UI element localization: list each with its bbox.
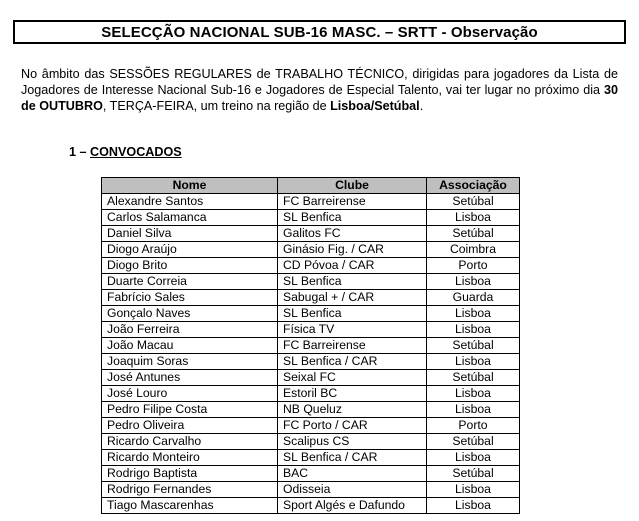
cell-clube: NB Queluz <box>278 402 427 418</box>
table-row <box>102 354 520 370</box>
cell-clube: Sport Algés e Dafundo <box>278 498 427 514</box>
table-row <box>102 226 520 242</box>
cell-associacao: Lisboa <box>427 354 520 370</box>
section-heading <box>69 145 182 159</box>
table-row <box>102 466 520 482</box>
cell-clube: Odisseia <box>278 482 427 498</box>
cell-nome: Fabrício Sales <box>102 290 278 306</box>
cell-nome: Joaquim Soras <box>102 354 278 370</box>
cell-nome: Rodrigo Fernandes <box>102 482 278 498</box>
table-row <box>102 370 520 386</box>
cell-clube: SL Benfica <box>278 306 427 322</box>
table-row <box>102 258 520 274</box>
table-row <box>102 194 520 210</box>
cell-nome: José Antunes <box>102 370 278 386</box>
cell-clube: FC Barreirense <box>278 338 427 354</box>
cell-associacao: Lisboa <box>427 498 520 514</box>
table-row <box>102 434 520 450</box>
intro-text-3: . <box>419 99 424 113</box>
cell-clube: FC Barreirense <box>278 194 427 210</box>
cell-associacao: Setúbal <box>427 338 520 354</box>
table-row <box>102 210 520 226</box>
table-row <box>102 338 520 354</box>
cell-associacao: Lisboa <box>427 274 520 290</box>
cell-associacao: Guarda <box>427 290 520 306</box>
convocados-table <box>101 177 520 514</box>
cell-clube: Estoril BC <box>278 386 427 402</box>
cell-clube: Sabugal + / CAR <box>278 290 427 306</box>
cell-nome: Ricardo Carvalho <box>102 434 278 450</box>
cell-nome: Gonçalo Naves <box>102 306 278 322</box>
section-label: CONVOCADOS <box>90 145 182 159</box>
table-row <box>102 450 520 466</box>
cell-clube: Seixal FC <box>278 370 427 386</box>
cell-nome: Tiago Mascarenhas <box>102 498 278 514</box>
table-row <box>102 418 520 434</box>
intro-text-2: , TERÇA-FEIRA, um treino na região de <box>102 99 331 113</box>
cell-clube: Galitos FC <box>278 226 427 242</box>
header-nome: Nome <box>102 178 278 194</box>
cell-associacao: Coimbra <box>427 242 520 258</box>
intro-paragraph <box>21 66 618 114</box>
cell-associacao: Porto <box>427 258 520 274</box>
table-row <box>102 306 520 322</box>
table-header-row <box>102 178 520 194</box>
cell-nome: João Macau <box>102 338 278 354</box>
cell-associacao: Lisboa <box>427 306 520 322</box>
cell-associacao: Lisboa <box>427 210 520 226</box>
header-clube: Clube <box>278 178 427 194</box>
intro-text-1: No âmbito das SESSÕES REGULARES de TRABALHO TÉCNICO, dirigidas para jogadores da Lista de Jogadores de Interesse Nacional Sub-16 e Jogadores de Especial Talento, vai ter lugar no próximo dia <box>21 67 618 97</box>
cell-nome: João Ferreira <box>102 322 278 338</box>
cell-clube: CD Póvoa / CAR <box>278 258 427 274</box>
cell-clube: SL Benfica / CAR <box>278 450 427 466</box>
cell-associacao: Setúbal <box>427 466 520 482</box>
cell-associacao: Setúbal <box>427 370 520 386</box>
cell-nome: Ricardo Monteiro <box>102 450 278 466</box>
cell-associacao: Setúbal <box>427 194 520 210</box>
cell-nome: Diogo Brito <box>102 258 278 274</box>
table-row <box>102 402 520 418</box>
table-row <box>102 242 520 258</box>
cell-nome: Rodrigo Baptista <box>102 466 278 482</box>
table-row <box>102 498 520 514</box>
cell-associacao: Setúbal <box>427 226 520 242</box>
cell-associacao: Lisboa <box>427 450 520 466</box>
cell-nome: Carlos Salamanca <box>102 210 278 226</box>
cell-associacao: Lisboa <box>427 482 520 498</box>
cell-nome: Diogo Araújo <box>102 242 278 258</box>
cell-associacao: Lisboa <box>427 402 520 418</box>
cell-nome: Pedro Oliveira <box>102 418 278 434</box>
section-number: 1 – <box>69 145 91 159</box>
cell-clube: BAC <box>278 466 427 482</box>
table-row <box>102 322 520 338</box>
cell-nome: Alexandre Santos <box>102 194 278 210</box>
cell-associacao: Porto <box>427 418 520 434</box>
cell-associacao: Lisboa <box>427 386 520 402</box>
cell-clube: Scalipus CS <box>278 434 427 450</box>
cell-clube: SL Benfica <box>278 210 427 226</box>
intro-date: 30 de OUTUBRO <box>21 83 618 113</box>
cell-clube: SL Benfica / CAR <box>278 354 427 370</box>
cell-associacao: Setúbal <box>427 434 520 450</box>
cell-associacao: Lisboa <box>427 322 520 338</box>
table-row <box>102 274 520 290</box>
cell-clube: Física TV <box>278 322 427 338</box>
table-row <box>102 290 520 306</box>
cell-nome: Daniel Silva <box>102 226 278 242</box>
cell-clube: FC Porto / CAR <box>278 418 427 434</box>
intro-region: Lisboa/Setúbal <box>330 99 420 113</box>
cell-nome: Duarte Correia <box>102 274 278 290</box>
cell-nome: Pedro Filipe Costa <box>102 402 278 418</box>
header-associacao: Associação <box>427 178 520 194</box>
table-row <box>102 386 520 402</box>
cell-clube: Ginásio Fig. / CAR <box>278 242 427 258</box>
title-text: SELECÇÃO NACIONAL SUB-16 MASC. – SRTT - Observação <box>101 23 538 41</box>
cell-nome: José Louro <box>102 386 278 402</box>
document-title <box>13 20 626 44</box>
cell-clube: SL Benfica <box>278 274 427 290</box>
table-row <box>102 482 520 498</box>
